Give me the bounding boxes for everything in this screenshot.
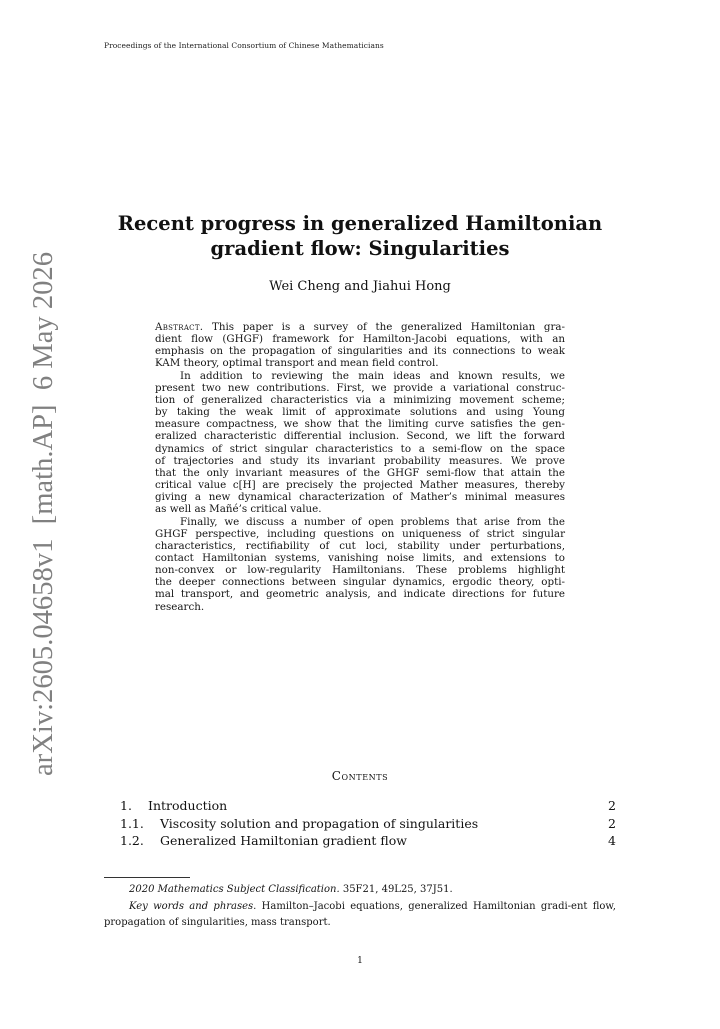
keywords-value: Hamilton–Jacobi equations, generalized Hamiltonian gradi-ent flow, propagation of singularities, mass transport. [104,900,616,928]
table-of-contents [120,797,616,850]
abstract-line: by taking the weak limit of approximate solutions and using Young [155,406,565,419]
abstract [155,321,565,613]
contents-heading: Contents [331,769,389,783]
toc-entry-number: 1. [120,798,132,813]
title-line-1: Recent progress in generalized Hamiltonian [117,212,603,235]
toc-entry[interactable] [120,832,616,850]
paper-title [110,211,610,261]
abstract-line: tion of generalized characteristics via a minimizing movement scheme; [155,393,565,406]
abstract-line: critical value c[H] are precisely the projected Mather measures, thereby [155,479,565,492]
abstract-line: characteristics, rectifiability of cut loci, stability under perturbations, [155,539,565,552]
toc-entry-number: 1.2. [120,833,144,848]
abstract-line: KAM theory, optimal transport and mean field control. [155,357,439,370]
abstract-line: non-convex or low-regularity Hamiltonians. These problems highlight [155,564,565,577]
abstract-paragraph-1 [155,321,565,370]
title-line-2: gradient flow: Singularities [210,237,510,260]
toc-entry-number: 1.1. [120,815,144,831]
toc-entry[interactable] [120,815,616,833]
keywords-footnote [104,899,616,932]
abstract-line: In addition to reviewing the main ideas and known results, we [180,369,565,382]
abstract-line: contact Hamiltonian systems, vanishing noise limits, and extensions to [155,551,565,564]
msc-footnote [104,882,616,899]
abstract-line: emphasis on the propagation of singularities and its connections to weak [155,345,565,358]
abstract-line: present two new contributions. First, we provide a variational construc- [155,381,565,394]
authors: Wei Cheng and Jiahui Hong [269,279,451,294]
toc-entry-page: 2 [608,798,616,813]
toc-entry-title: Generalized Hamiltonian gradient flow [160,833,407,848]
abstract-line: of trajectories and study its invariant probability measures. We prove [155,454,565,467]
abstract-paragraph-2 [155,370,565,516]
abstract-line: eralized characteristic differential inclusion. Second, we lift the forward [155,430,565,443]
toc-entry[interactable] [120,797,616,815]
page-number: 1 [357,956,363,966]
abstract-line: research. [155,600,205,613]
abstract-line: that the only invariant measures of the GHGF semi-flow that attain the [155,466,565,479]
abstract-line: Finally, we discuss a number of open problems that arise from the [180,515,565,528]
footnote-rule [104,877,190,878]
abstract-line: dient flow (GHGF) framework for Hamilton-Jacobi equations, with an [155,333,565,346]
toc-entry-page: 2 [608,815,616,831]
abstract-line: as well as Mañé’s critical value. [155,503,322,516]
abstract-line: Abstract. This paper is a survey of the generalized Hamiltonian gra- [155,321,565,333]
abstract-label: Abstract. [155,321,204,333]
keywords-label: Key words and phrases. [129,900,257,912]
abstract-line: dynamics of strict singular characteristics to a semi-flow on the space [155,442,565,455]
abstract-line: giving a new dynamical characterization of Mather’s minimal measures [155,491,565,504]
arxiv-stamp [14,252,64,776]
abstract-paragraph-3 [155,516,565,613]
toc-entry-page: 4 [608,833,616,848]
abstract-line: the deeper connections between singular dynamics, ergodic theory, opti- [155,576,565,589]
abstract-line: measure compactness, we show that the limiting curve satisfies the gen- [155,418,565,431]
msc-value: 35F21, 49L25, 37J51. [339,884,453,895]
running-head: Proceedings of the International Consortium of Chinese Mathematicians [104,41,384,50]
toc-entry-title: Viscosity solution and propagation of singularities [160,815,479,831]
footnotes [104,882,616,932]
abstract-line: GHGF perspective, including questions on uniqueness of strict singular [155,527,565,540]
arxiv-stamp-text: arXiv:2605.04658v1 [math.AP] 6 May 2026 [28,262,59,776]
abstract-line: mal transport, and geometric analysis, and indicate directions for future [155,588,565,601]
toc-entry-title: Introduction [148,798,228,813]
msc-label: 2020 Mathematics Subject Classification. [129,884,340,895]
